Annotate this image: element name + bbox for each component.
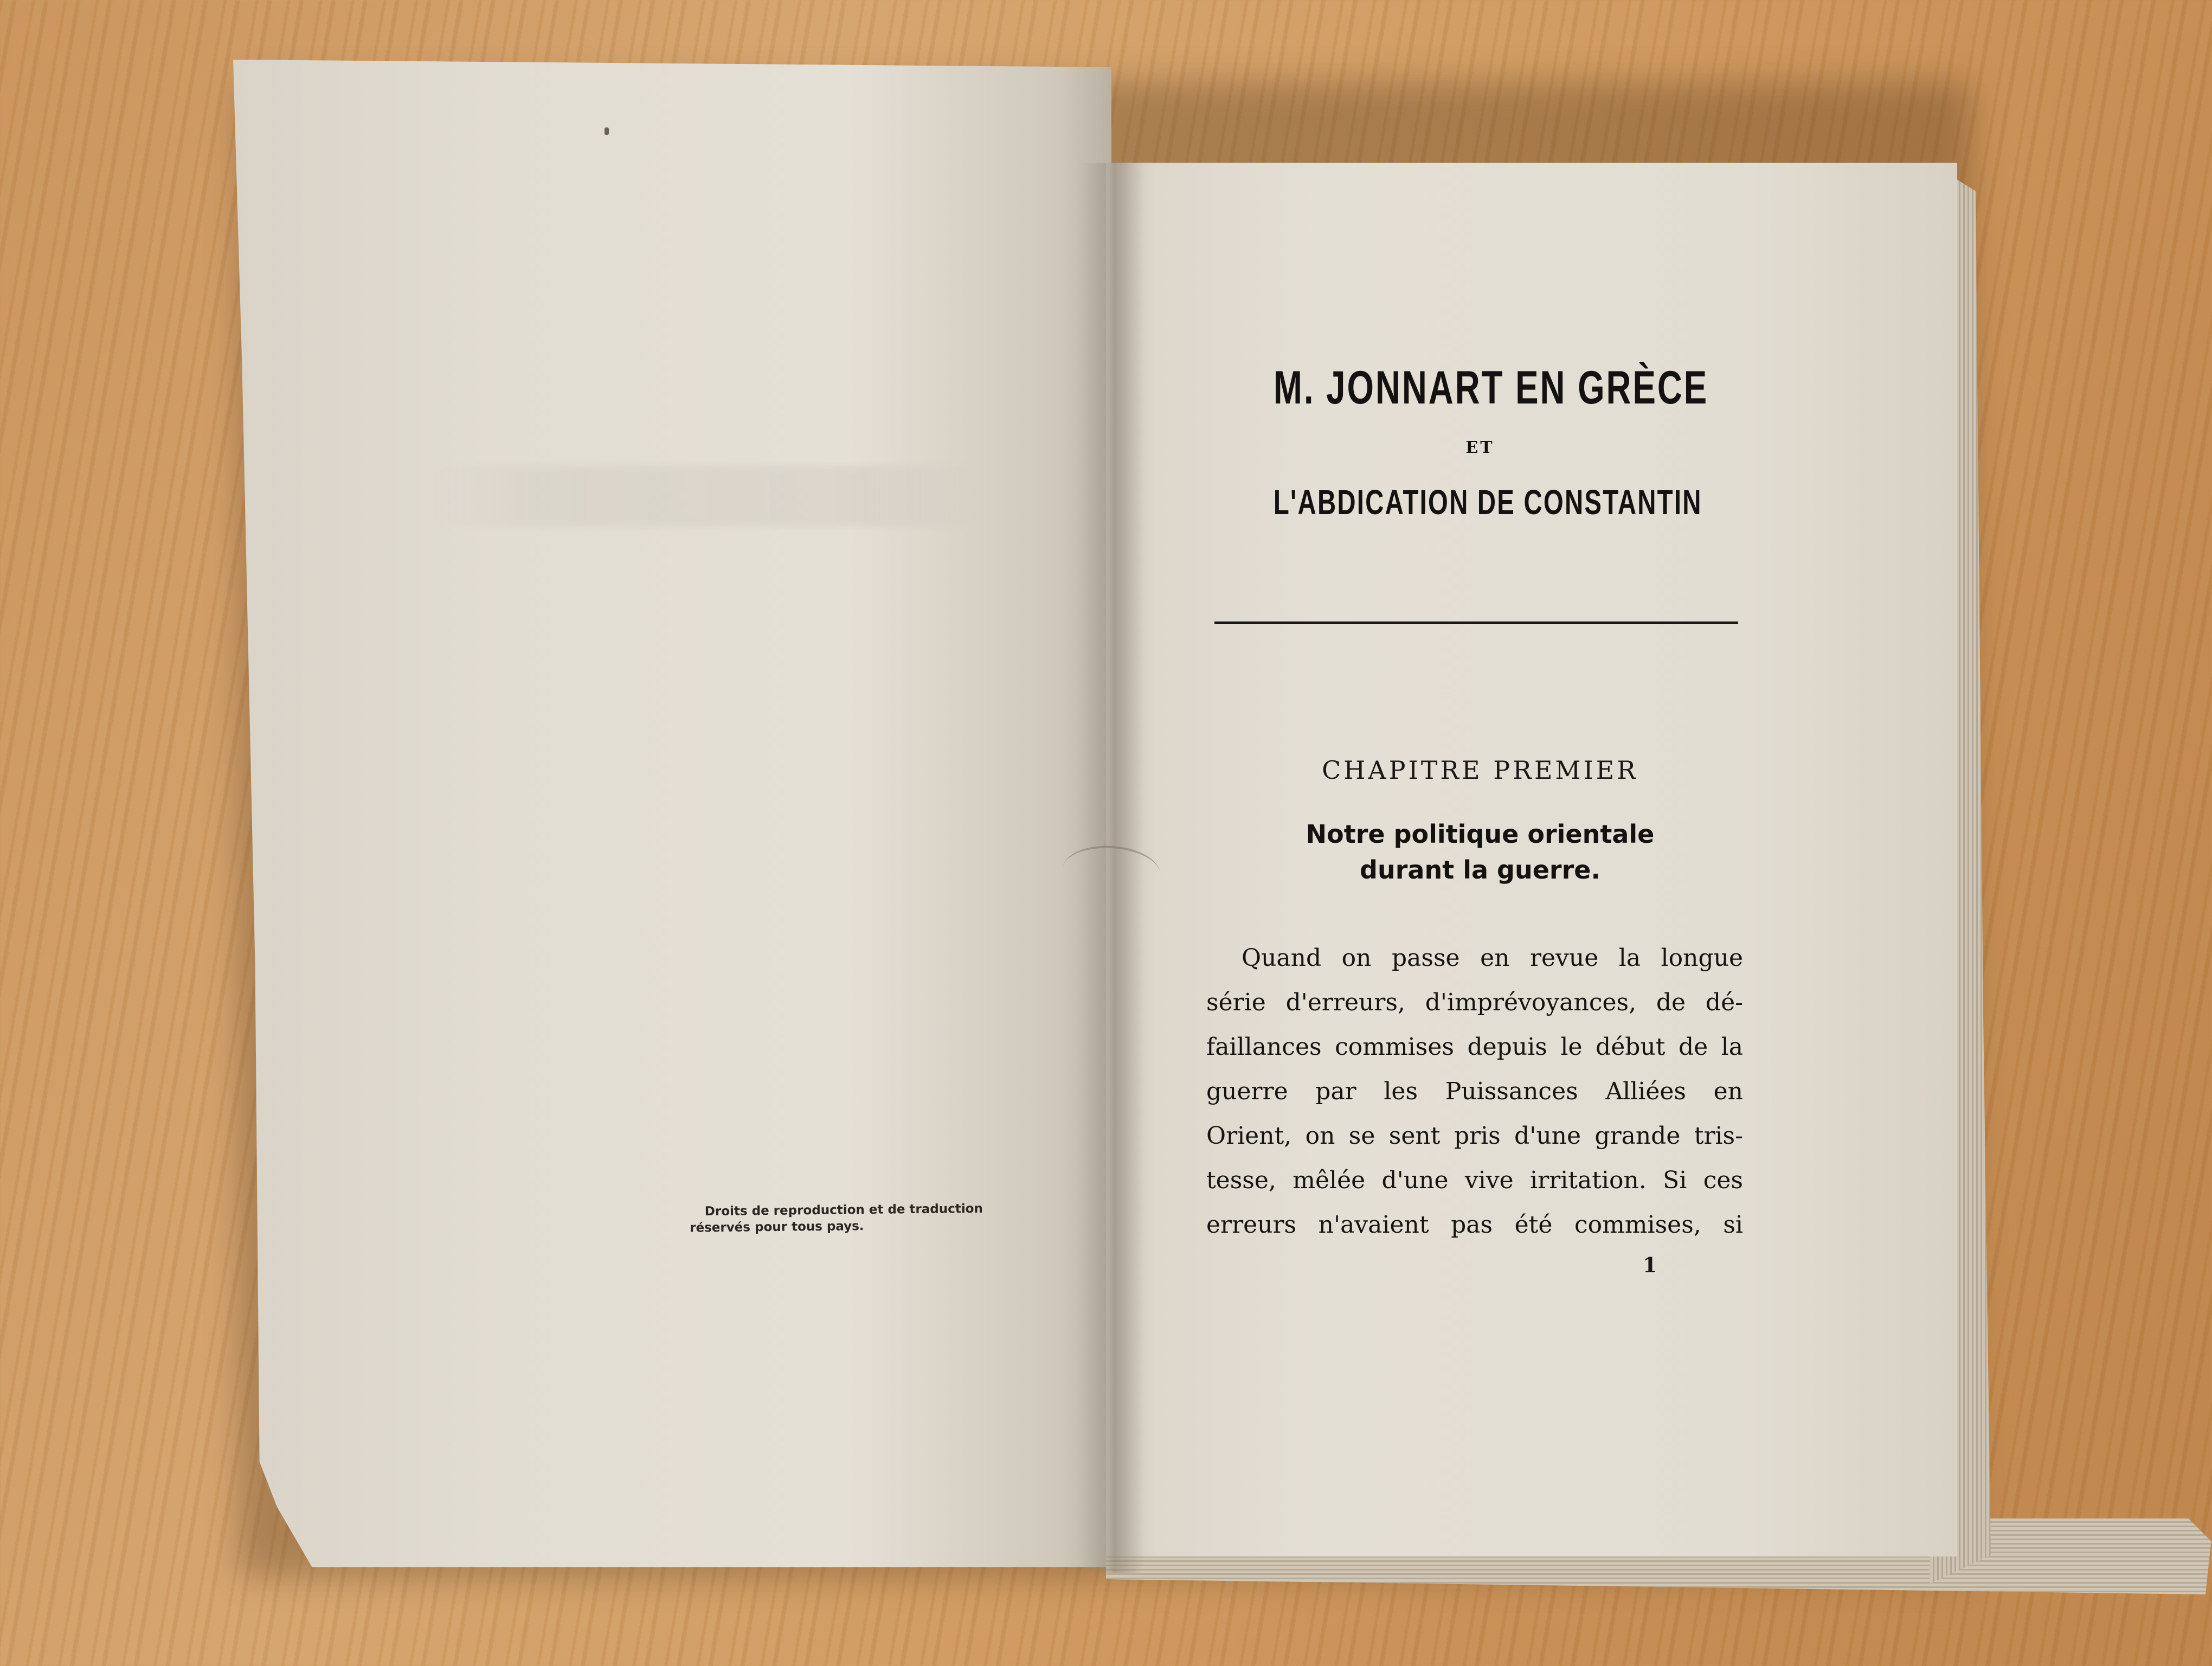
- body-line: erreurs n'avaient pas été commises, si: [1206, 1211, 1743, 1239]
- title-conjunction: ET: [1465, 438, 1495, 457]
- chapter-title-line-1: Notre politique orientale: [1306, 819, 1655, 849]
- copyright-line-1: Droits de reproduction et de traduction: [704, 1201, 983, 1219]
- body-line: guerre par les Puissances Alliées en: [1206, 1078, 1743, 1105]
- body-line: tesse, mêlée d'une vive irritation. Si ces: [1206, 1167, 1743, 1194]
- body-line: faillances commises depuis le début de la: [1206, 1033, 1743, 1061]
- chapter-heading: CHAPITRE PREMIER: [1322, 755, 1638, 785]
- title-block: [1201, 358, 1759, 524]
- page-number: 1: [1643, 1253, 1657, 1277]
- copyright-notice: [690, 1200, 1031, 1236]
- body-line: série d'erreurs, d'imprévoyances, de dé-: [1206, 989, 1743, 1016]
- chapter-title: [1201, 816, 1759, 888]
- body-line: Orient, on se sent pris d'une grande tris-: [1206, 1122, 1743, 1150]
- book-subtitle: L'ABDICATION DE CONSTANTIN: [1273, 483, 1702, 522]
- book-title: M. JONNART EN GRÈCE: [1273, 362, 1709, 414]
- chapter-title-line-2: durant la guerre.: [1360, 855, 1600, 885]
- body-line: Quand on passe en revue la longue: [1242, 944, 1743, 972]
- left-page-show-through: [434, 466, 976, 526]
- title-rule: [1214, 621, 1738, 624]
- body-text: [1206, 936, 1743, 1247]
- copyright-line-2: réservés pour tous pays.: [690, 1219, 864, 1235]
- paper-spot: [605, 127, 609, 135]
- left-page: [233, 60, 1111, 1567]
